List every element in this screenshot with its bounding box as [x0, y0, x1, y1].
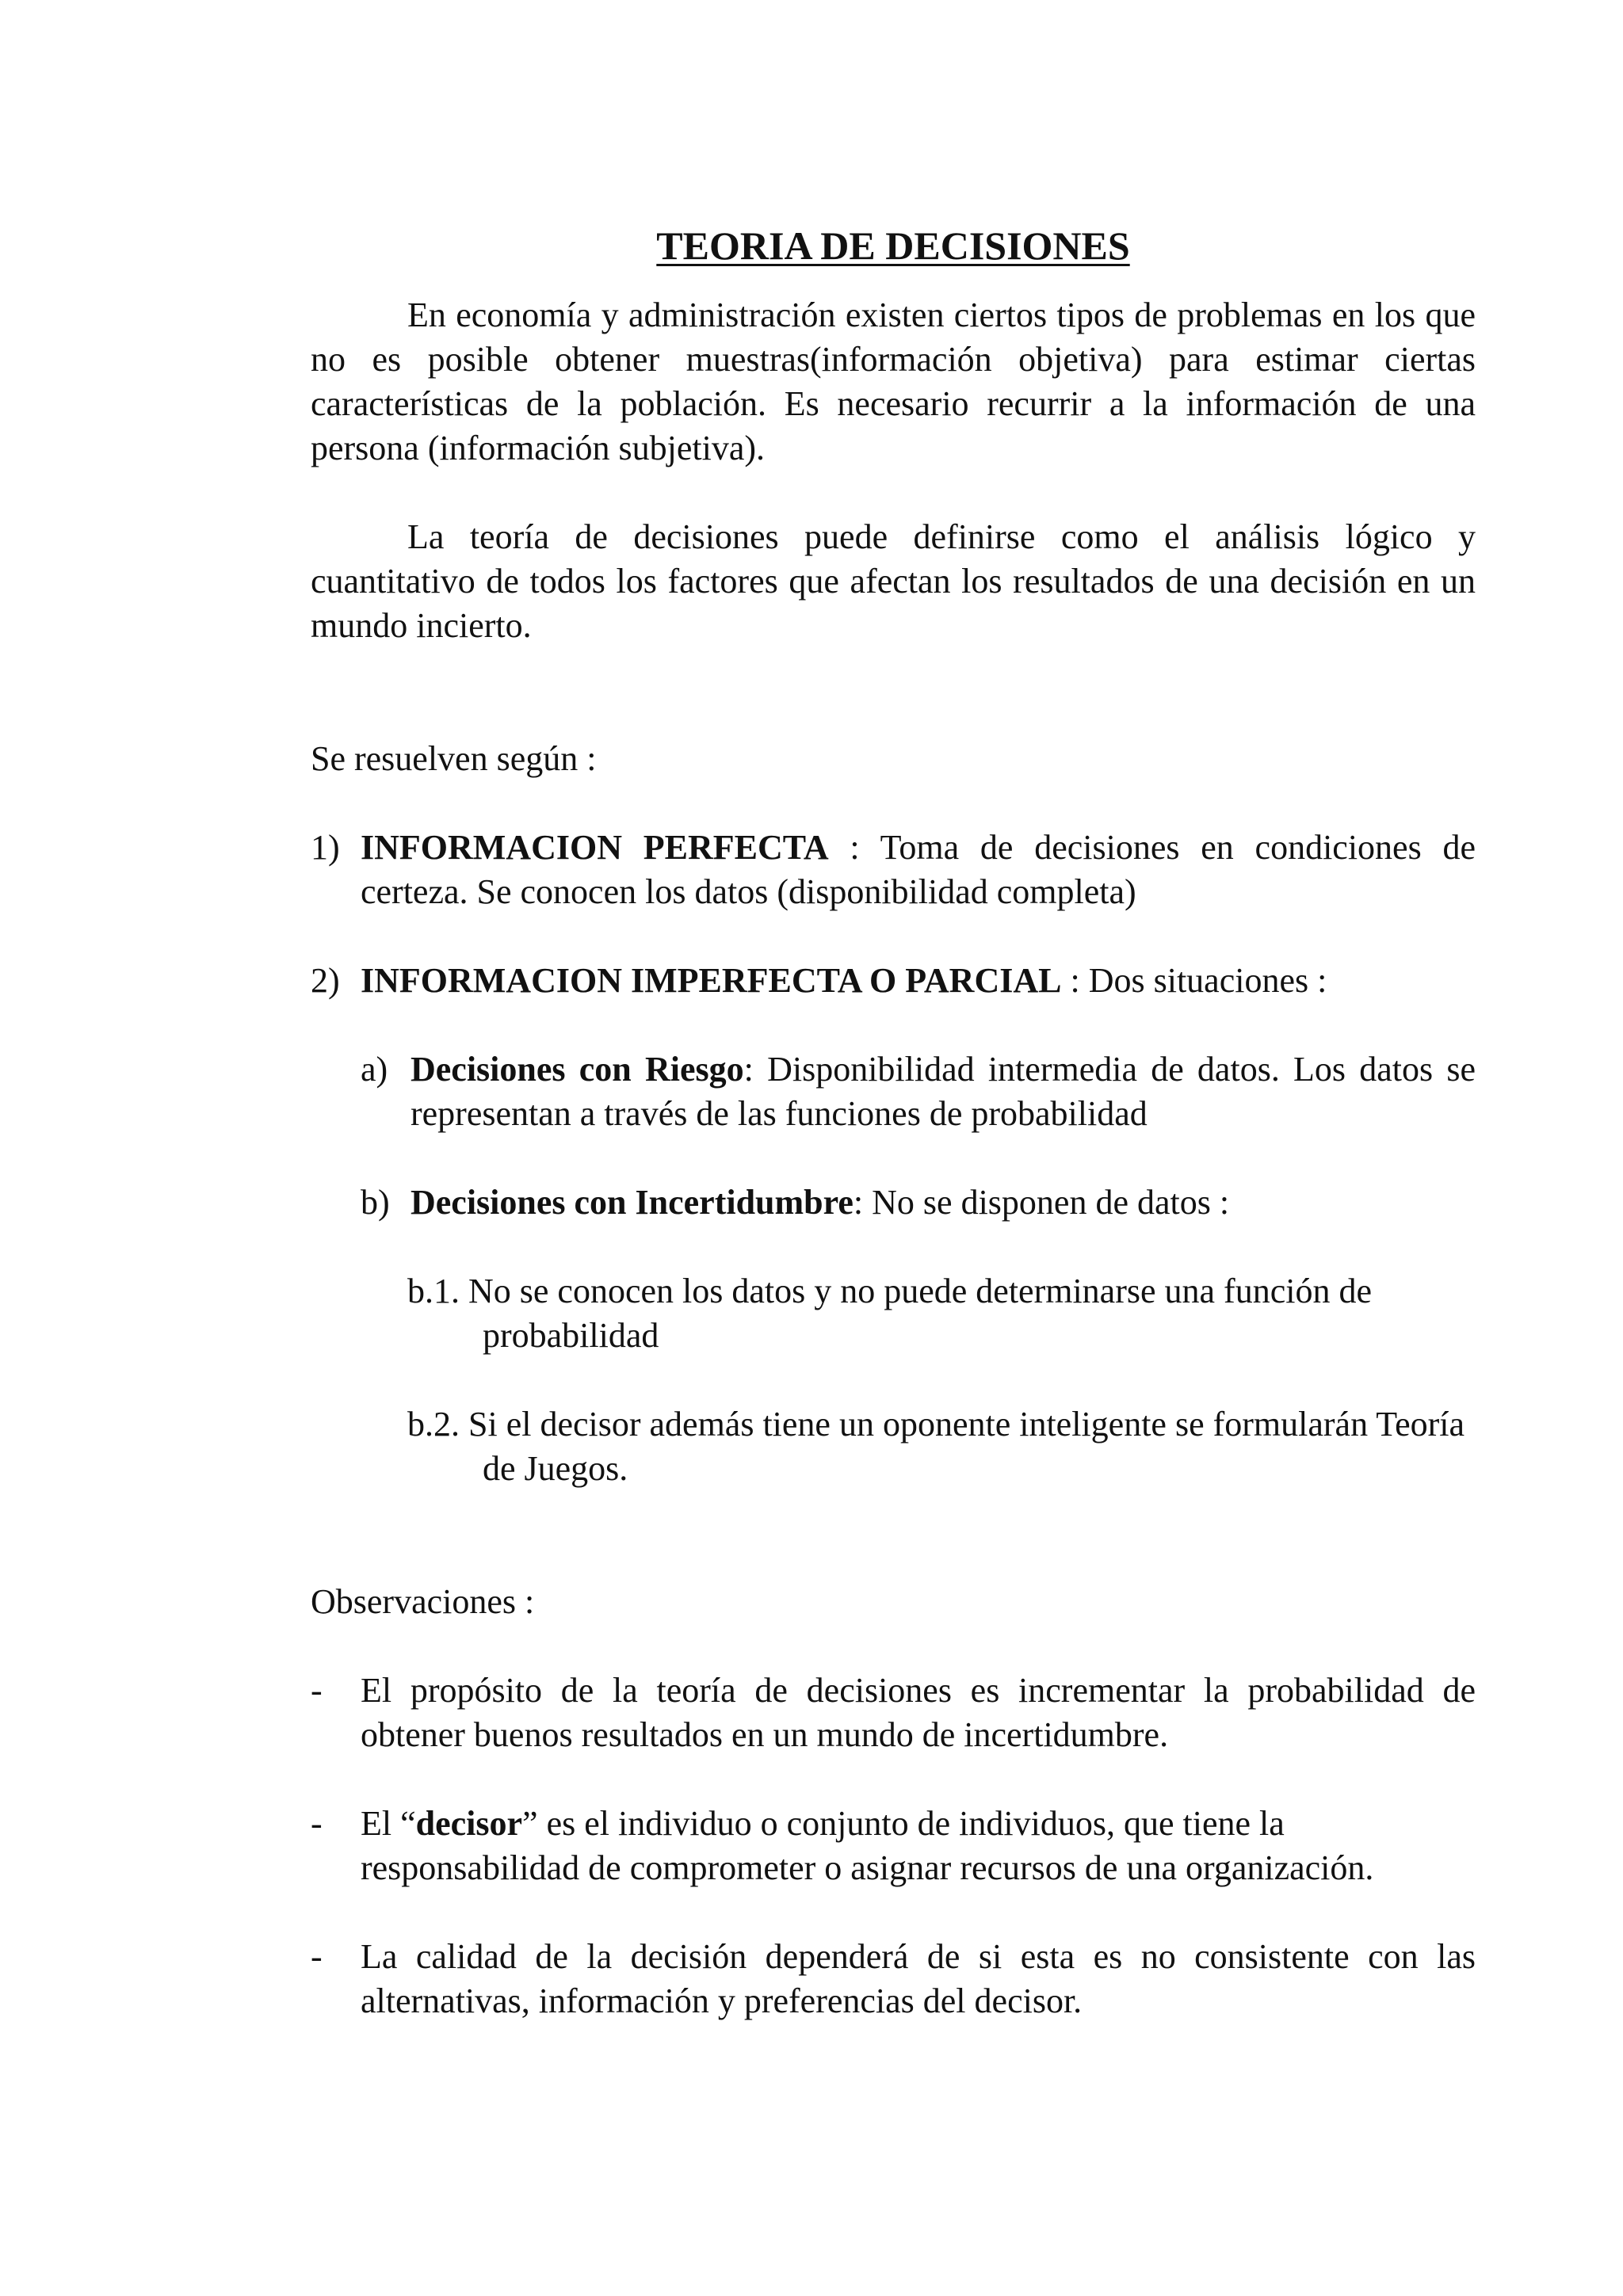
term-uncertainty-decisions: Decisiones con Incertidumbre — [411, 1183, 854, 1222]
list-marker: b) — [361, 1183, 390, 1222]
list-item-b1 — [407, 1269, 1476, 1358]
definition-text: : Dos situaciones : — [1061, 961, 1327, 1000]
list-marker: 1) — [311, 828, 340, 867]
observation-item-3 — [311, 1935, 1476, 2023]
bullet-dash: - — [311, 1937, 323, 1976]
list-item-risk-decisions — [361, 1047, 1476, 1136]
bullet-dash: - — [311, 1671, 323, 1710]
list-item-perfect-information — [311, 826, 1476, 914]
intro-paragraph-2: La teoría de decisiones puede definirse como el análisis lógico y cuantitativo de todos los factores que afectan los resultados de una decisión en un mundo incierto. — [311, 517, 1476, 645]
observations-heading: Observaciones : — [311, 1582, 535, 1621]
sub-item-text: b.2. Si el decisor además tiene un oponente inteligente se formularán Teoría de Juegos. — [407, 1405, 1465, 1488]
intro-paragraph-1: En economía y administración existen ciertos tipos de problemas en los que no es posible obtener muestras(información objetiva) para estimar ciertas características de la población. Es necesario recurrir a la información de una persona (información subjetiva). — [311, 296, 1476, 467]
term-perfect-information: INFORMACION PERFECTA — [361, 828, 829, 867]
page-title: TEORIA DE DECISIONES — [656, 223, 1130, 268]
list-marker: a) — [361, 1050, 388, 1089]
definition-text: : Disponibilidad intermedia de datos. Los datos se representan a través de las funciones de probabilidad — [411, 1050, 1476, 1133]
list-item-uncertainty-decisions — [361, 1180, 1476, 1225]
list-item-imperfect-information — [311, 959, 1476, 1003]
document-page — [311, 222, 1476, 2023]
bullet-dash: - — [311, 1804, 323, 1843]
list-marker: 2) — [311, 961, 340, 1000]
definition-text: : Toma de decisiones en condiciones de certeza. Se conocen los datos (disponibilidad completa) — [361, 828, 1476, 911]
sub-item-text: b.1. No se conocen los datos y no puede determinarse una función de probabilidad — [407, 1272, 1372, 1355]
term-imperfect-information: INFORMACION IMPERFECTA O PARCIAL — [361, 961, 1062, 1000]
term-decisor: decisor — [415, 1804, 523, 1843]
observation-item-1 — [311, 1669, 1476, 1757]
observation-text: El propósito de la teoría de decisiones es incrementar la probabilidad de obtener buenos resultados en un mundo de incertidumbre. — [361, 1671, 1476, 1754]
observation-item-2: - El “decisor” es el individuo o conjunto de individuos, que tiene la responsabilidad de comprometer o asignar recursos de una organización. — [311, 1802, 1476, 1890]
resolve-heading: Se resuelven según : — [311, 739, 597, 778]
definition-text: : No se disponen de datos : — [853, 1183, 1230, 1222]
list-item-b2 — [407, 1402, 1476, 1491]
observation-text: ” es el individuo o conjunto de individuos, que tiene la responsabilidad de comprometer o asignar recursos de una organización. — [361, 1804, 1374, 1887]
term-risk-decisions: Decisiones con Riesgo — [411, 1050, 744, 1089]
observation-text: La calidad de la decisión dependerá de si esta es no consistente con las alternativas, información y preferencias del decisor. — [361, 1937, 1476, 2020]
